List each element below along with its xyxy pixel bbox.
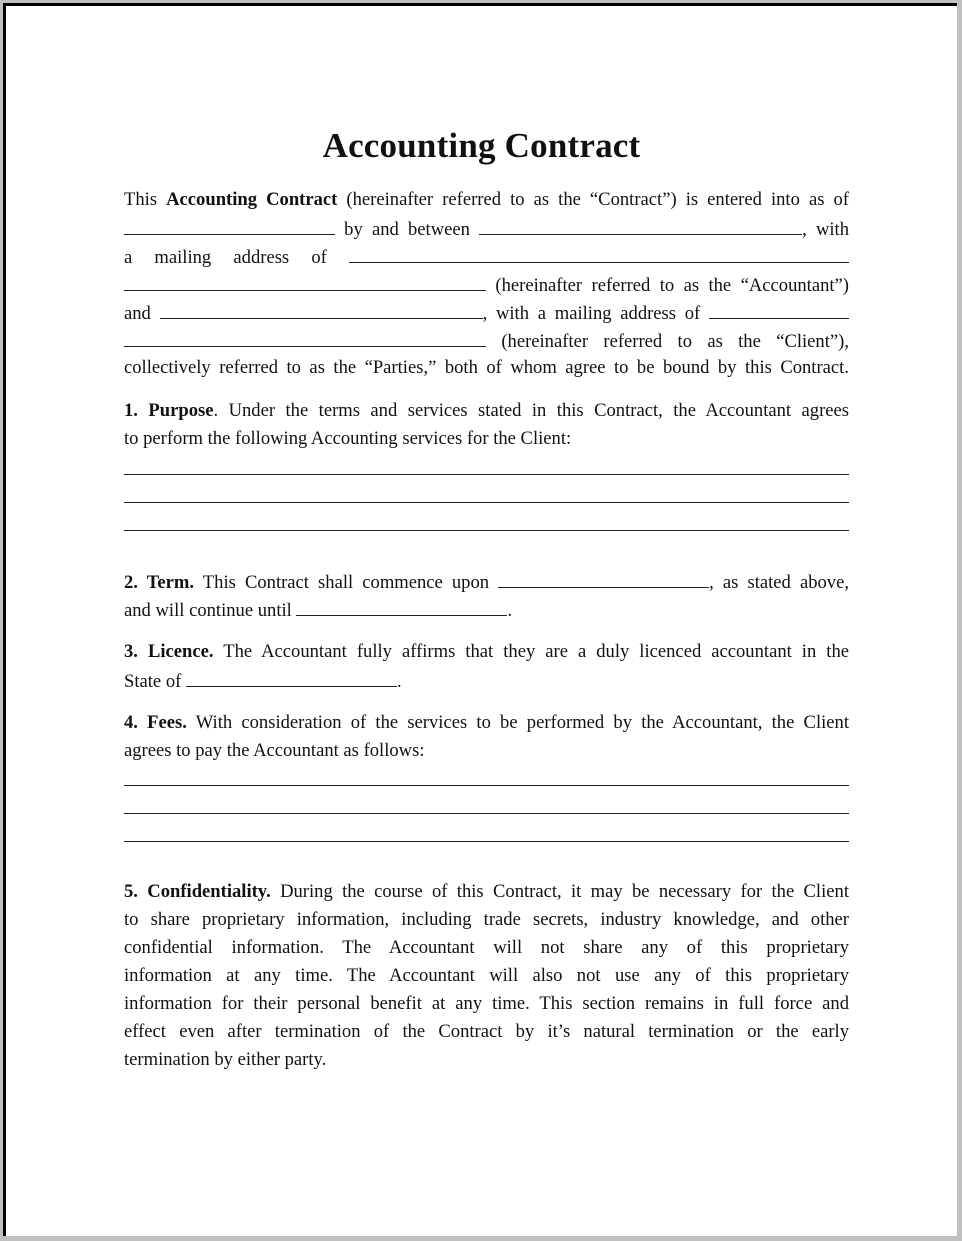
text: . Under the terms and services stated in this Contract, the Accountant agrees bbox=[213, 400, 850, 421]
intro-line bbox=[124, 298, 849, 326]
confidentiality-line: information for their personal benefit at any time. This section remains in full force and bbox=[124, 993, 849, 1014]
text: , with bbox=[802, 219, 849, 240]
intro-line bbox=[124, 242, 849, 270]
text: With consideration of the services to be performed by the Accountant, the Client bbox=[186, 712, 849, 733]
confidentiality-line bbox=[124, 878, 849, 906]
date-blank[interactable] bbox=[124, 214, 335, 235]
services-blank-line[interactable] bbox=[124, 530, 849, 531]
term-line bbox=[124, 595, 849, 623]
accountant-name-blank[interactable] bbox=[479, 214, 802, 235]
text: a mailing address of bbox=[124, 247, 349, 268]
text: , as stated above, bbox=[709, 572, 849, 593]
text: . bbox=[396, 671, 402, 692]
licence-line bbox=[124, 638, 849, 666]
fees-blank-line[interactable] bbox=[124, 785, 849, 786]
section-heading: 4. Fees. bbox=[124, 712, 187, 733]
section-heading: 2. Term. bbox=[124, 572, 195, 593]
text: This bbox=[124, 189, 167, 210]
fees-line: agrees to pay the Accountant as follows: bbox=[124, 740, 425, 761]
document-title: Accounting Contract bbox=[322, 126, 641, 165]
intro-line bbox=[124, 270, 849, 298]
purpose-line bbox=[124, 397, 849, 425]
text: This Contract shall commence upon bbox=[194, 572, 499, 593]
text: (hereinafter referred to as the “Contract”) is entered into as of bbox=[337, 189, 849, 210]
intro-line bbox=[124, 214, 849, 242]
text: , with a mailing address of bbox=[482, 303, 709, 324]
section-heading: 5. Confidentiality. bbox=[124, 881, 271, 902]
accountant-address-blank-2[interactable] bbox=[124, 270, 486, 291]
intro-line bbox=[124, 326, 849, 354]
confidentiality-line: termination by either party. bbox=[124, 1049, 327, 1070]
client-name-blank[interactable] bbox=[160, 298, 483, 319]
licence-line bbox=[124, 666, 849, 694]
document-page bbox=[3, 3, 957, 1236]
intro-line bbox=[124, 186, 849, 214]
end-date-blank[interactable] bbox=[296, 595, 507, 616]
state-blank[interactable] bbox=[186, 666, 397, 687]
contract-name: Accounting Contract bbox=[166, 189, 338, 210]
text: The Accountant fully affirms that they are a duly licenced accountant in the bbox=[213, 641, 849, 662]
text: (hereinafter referred to as the “Client”), bbox=[486, 331, 849, 352]
text: by and between bbox=[335, 219, 480, 240]
section-heading: 3. Licence. bbox=[124, 641, 214, 662]
text: During the course of this Contract, it may be necessary for the Client bbox=[270, 881, 849, 902]
client-address-blank[interactable] bbox=[709, 298, 849, 319]
confidentiality-line: effect even after termination of the Contract by it’s natural termination or the early bbox=[124, 1021, 849, 1042]
start-date-blank[interactable] bbox=[498, 567, 709, 588]
services-blank-line[interactable] bbox=[124, 474, 849, 475]
services-blank-line[interactable] bbox=[124, 502, 849, 503]
text: and will continue until bbox=[124, 600, 297, 621]
purpose-line: to perform the following Accounting services for the Client: bbox=[124, 428, 572, 449]
client-address-blank-2[interactable] bbox=[124, 326, 486, 347]
intro-line: collectively referred to as the “Parties,” both of whom agree to be bound by this Contract. bbox=[124, 357, 849, 378]
confidentiality-line: confidential information. The Accountant will not share any of this proprietary bbox=[124, 937, 849, 958]
text: and bbox=[124, 303, 160, 324]
confidentiality-line: to share proprietary information, including trade secrets, industry knowledge, and other bbox=[124, 909, 849, 930]
section-heading: 1. Purpose bbox=[124, 400, 214, 421]
fees-line bbox=[124, 709, 849, 737]
fees-blank-line[interactable] bbox=[124, 841, 849, 842]
text: . bbox=[507, 600, 513, 621]
accountant-address-blank[interactable] bbox=[349, 242, 849, 263]
confidentiality-line: information at any time. The Accountant will also not use any of this proprietary bbox=[124, 965, 849, 986]
fees-blank-line[interactable] bbox=[124, 813, 849, 814]
text: State of bbox=[124, 671, 186, 692]
text: (hereinafter referred to as the “Accountant”) bbox=[486, 275, 849, 296]
term-line bbox=[124, 567, 849, 595]
